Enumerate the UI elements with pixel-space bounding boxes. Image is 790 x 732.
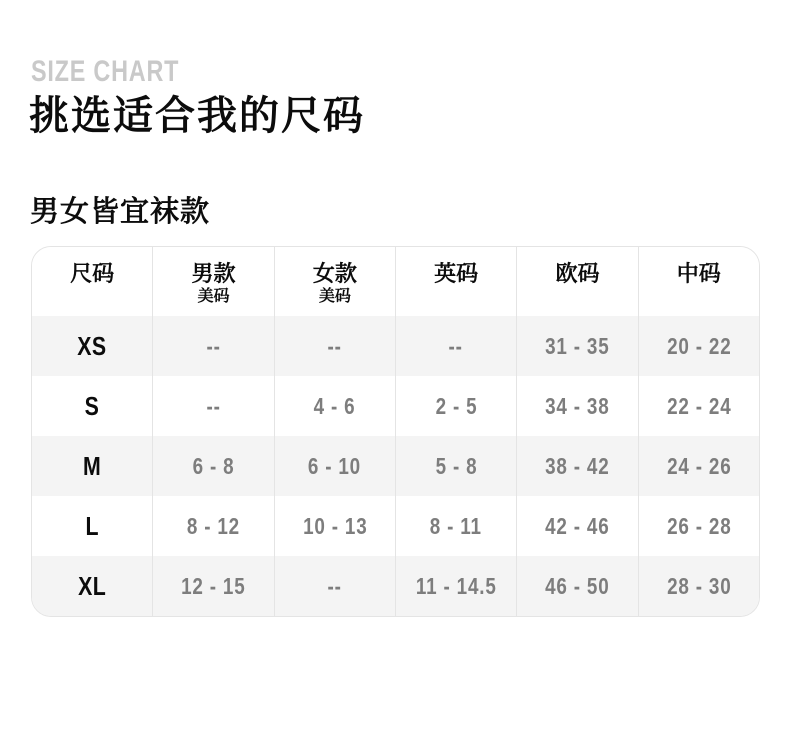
- table-cell: [395, 556, 516, 616]
- column-header-label: 欧码: [555, 261, 600, 286]
- column-header-sublabel: 美码: [197, 288, 230, 306]
- size-table: [31, 246, 760, 617]
- size-label-cell: [32, 556, 152, 616]
- cell-value: --: [206, 392, 221, 419]
- cell-value: 42 - 46: [545, 512, 610, 539]
- cell-value: 26 - 28: [666, 512, 732, 539]
- column-header-cn: [638, 247, 759, 316]
- column-header-womens-us: [274, 247, 395, 316]
- column-header-uk: [395, 247, 516, 316]
- size-label: L: [85, 510, 99, 541]
- table-row-s: [32, 376, 759, 436]
- cell-value: 6 - 8: [192, 452, 235, 479]
- table-cell: [152, 316, 273, 376]
- cell-value: 20 - 22: [666, 332, 732, 359]
- cell-value: 46 - 50: [545, 572, 610, 599]
- table-cell: [395, 316, 516, 376]
- column-header-size: [32, 247, 152, 316]
- table-cell: [638, 316, 759, 376]
- table-cell: [516, 496, 637, 556]
- column-header-label: 英码: [434, 261, 479, 286]
- cell-value: 24 - 26: [666, 452, 732, 479]
- page-container: [0, 57, 790, 732]
- size-table-body: [32, 316, 759, 616]
- cell-value: 4 - 6: [313, 392, 356, 419]
- table-cell: [274, 316, 395, 376]
- cell-value: 8 - 11: [430, 512, 483, 539]
- table-row-l: [32, 496, 759, 556]
- size-chart-eyebrow: SIZE CHART: [31, 55, 180, 88]
- cell-value: 6 - 10: [308, 452, 362, 479]
- table-cell: [516, 376, 637, 436]
- cell-value: 12 - 15: [181, 572, 246, 599]
- cell-value: 31 - 35: [545, 332, 610, 359]
- column-header-mens-us: [152, 247, 273, 316]
- table-cell: [638, 496, 759, 556]
- table-cell: [274, 376, 395, 436]
- cell-value: --: [449, 332, 464, 359]
- size-label-cell: [32, 376, 152, 436]
- table-row-xs: [32, 316, 759, 376]
- table-cell: [395, 496, 516, 556]
- cell-value: 10 - 13: [302, 512, 368, 539]
- size-label-cell: [32, 316, 152, 376]
- section-title: 男女皆宜袜款: [30, 196, 211, 228]
- cell-value: 8 - 12: [186, 512, 241, 539]
- size-label: XL: [78, 570, 107, 601]
- column-header-eu: [516, 247, 637, 316]
- table-cell: [395, 436, 516, 496]
- table-cell: [152, 436, 273, 496]
- size-label: XS: [77, 330, 107, 361]
- table-row-m: [32, 436, 759, 496]
- table-cell: [516, 436, 637, 496]
- table-cell: [638, 376, 759, 436]
- table-cell: [516, 556, 637, 616]
- table-cell: [152, 556, 273, 616]
- cell-value: 34 - 38: [545, 392, 610, 419]
- table-row-xl: [32, 556, 759, 616]
- column-header-sublabel: 美码: [318, 288, 351, 306]
- table-cell: [638, 556, 759, 616]
- table-cell: [516, 316, 637, 376]
- size-label: M: [83, 450, 102, 481]
- column-header-label: 尺码: [70, 261, 115, 286]
- cell-value: --: [327, 332, 342, 359]
- size-label-cell: [32, 496, 152, 556]
- size-chart-page: [0, 57, 790, 732]
- column-header-label: 男款: [191, 261, 236, 286]
- cell-value: 28 - 30: [666, 572, 732, 599]
- table-cell: [152, 496, 273, 556]
- size-table-header-row: [32, 247, 759, 316]
- cell-value: 11 - 14.5: [415, 572, 497, 599]
- cell-value: --: [327, 572, 342, 599]
- size-label: S: [84, 390, 100, 421]
- column-header-label: 中码: [676, 261, 721, 286]
- table-cell: [152, 376, 273, 436]
- table-cell: [274, 436, 395, 496]
- table-cell: [638, 436, 759, 496]
- cell-value: --: [206, 332, 221, 359]
- page-title: 挑选适合我的尺码: [29, 94, 365, 138]
- column-header-label: 女款: [312, 261, 357, 286]
- cell-value: 2 - 5: [435, 392, 478, 419]
- cell-value: 5 - 8: [435, 452, 478, 479]
- size-label-cell: [32, 436, 152, 496]
- table-cell: [395, 376, 516, 436]
- cell-value: 38 - 42: [545, 452, 610, 479]
- table-cell: [274, 556, 395, 616]
- cell-value: 22 - 24: [666, 392, 732, 419]
- table-cell: [274, 496, 395, 556]
